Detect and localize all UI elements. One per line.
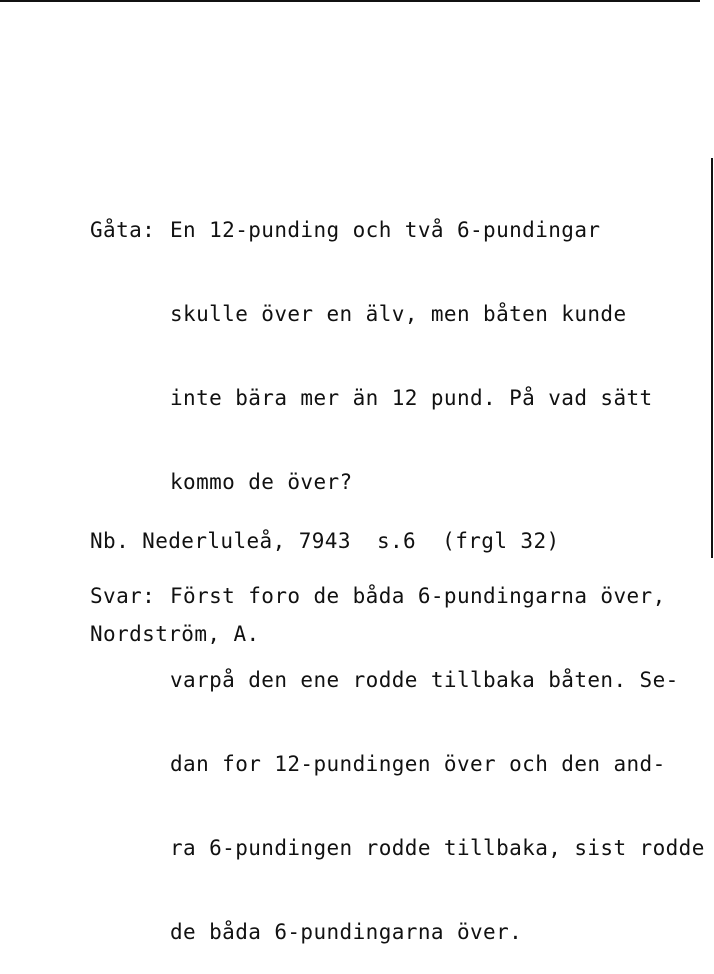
question-line: skulle över en älv, men båten kunde bbox=[170, 302, 627, 326]
question-row bbox=[90, 300, 714, 328]
answer-line: dan for 12-pundingen över och den and- bbox=[170, 752, 666, 776]
question-label: Gåta: bbox=[90, 218, 156, 242]
collector-name: Nordström, A. bbox=[90, 622, 260, 646]
question-line: inte bära mer än 12 pund. På vad sätt bbox=[170, 386, 653, 410]
archive-footer bbox=[90, 464, 560, 681]
question-row bbox=[90, 384, 714, 412]
answer-line: Först foro de båda 6-pundingarna över, bbox=[170, 584, 666, 608]
source-reference: Nb. Nederluleå, 7943 s.6 (frgl 32) bbox=[90, 529, 560, 553]
question-line: En 12-punding och två 6-pundingar bbox=[170, 218, 601, 242]
card-top-edge bbox=[0, 0, 700, 2]
answer-label: Svar: bbox=[90, 584, 156, 608]
answer-line: varpå den ene rodde tillbaka båten. Se- bbox=[170, 668, 679, 692]
answer-line: de båda 6-pundingarna över. bbox=[170, 920, 523, 944]
answer-row bbox=[90, 918, 714, 946]
answer-line: ra 6-pundingen rodde tillbaka, sist rodde bbox=[170, 836, 705, 860]
answer-row bbox=[90, 834, 714, 862]
question-row bbox=[90, 216, 714, 244]
question-line: kommo de över? bbox=[170, 470, 353, 494]
answer-row bbox=[90, 750, 714, 778]
